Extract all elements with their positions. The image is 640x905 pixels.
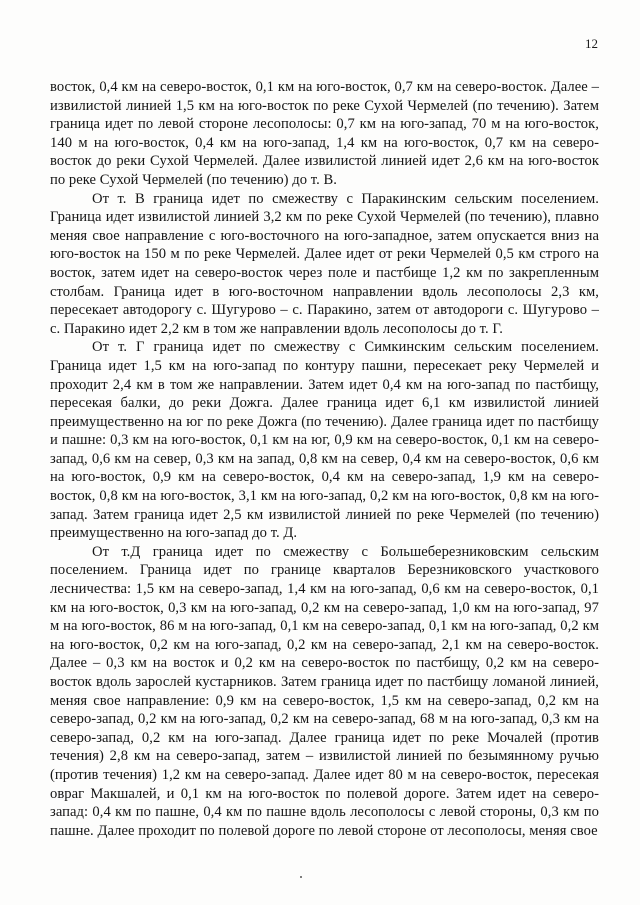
paragraph-continuation: восток, 0,4 км на северо-восток, 0,1 км на юго-восток, 0,7 км на северо-восток. Далее – извилистой линией 1,5 км на юго-восток по реке Сухой Чермелей (по течению). Затем граница идет по левой стороне лесополосы: 0,7 км на юго-запад, 70 м на юго-восток, 140 м на юго-восток, 0,4 км на юго-запад, 1,4 км на юго-восток, 0,7 км на северо-восток до реки Сухой Чермелей. Далее извилистой линией идет 2,6 км на юго-восток по реке Сухой Чермелей (по течению) до т. В. — [50, 79, 599, 188]
paragraph-point-v: От т. В граница идет по смежеству с Паракинским сельским поселением. Граница идет извилистой линией 3,2 км по реке Сухой Чермелей (по течению), плавно меняя свое направление с юго-восточного на юго-западное, затем опускается вниз на юго-восток на 150 м по реке Чермелей. Далее идет от реки Чермелей 0,5 км строго на восток, затем идет на северо-восток через поле и пастбище 1,2 км по закрепленным столбам. Граница идет в юго-восточном направлении вдоль лесополосы 2,3 км, пересекает автодорогу с. Шугурово – с. Паракино, затем от автодороги с. Шугурово – с. Паракино идет 2,2 км в том же направлении вдоль лесополосы до т. Г. — [50, 190, 599, 337]
paragraph-point-g: От т. Г граница идет по смежеству с Симкинским сельским поселением. Граница идет 1,5 км на юго-запад по контуру пашни, пересекает реку Чермелей и проходит 2,4 км в том же направлении. Затем идет 0,4 км на юго-запад по пастбищу, пересекая балки, до реки Дожга. Далее граница идет 6,1 км извилистой линией преимущественно на юг по реке Дожга (по течению). Далее граница идет по пастбищу и пашне: 0,3 км на юго-восток, 0,1 км на юг, 0,9 км на северо-восток, 0,1 км на северо-запад, 0,6 км на север, 0,3 км на запад, 0,8 км на север, 0,4 км на северо-восток, 0,6 км на юго-восток, 0,9 км на северо-восток, 0,4 км на северо-запад, 1,9 км на северо-восток, 0,8 км на юго-восток, 3,1 км на юго-запад, 0,2 км на юго-восток, 0,8 км на юго-запад. Затем граница идет 2,5 км извилистой линией по реке Чермелей (по течению) преимущественно на юго-запад до т. Д. — [50, 339, 599, 542]
page-number: 12 — [585, 36, 598, 51]
scan-speck — [300, 876, 302, 878]
paragraph-point-d: От т.Д граница идет по смежеству с Большеберезниковским сельским поселением. Граница идет по границе кварталов Березниковского участкового лесничества: 1,5 км на северо-запад, 1,4 км на юго-запад, 0,6 км на северо-восток, 0,1 км на юго-восток, 0,3 км на юго-запад, 0,2 км на северо-запад, 1,0 км на юго-запад, 97 м на юго-восток, 86 м на юго-запад, 0,1 км на северо-запад, 0,1 км на юго-запад, 0,2 км на юго-восток, 0,2 км на юго-запад, 0,2 км на северо-запад, 2,1 км на северо-восток. Далее – 0,3 км на восток и 0,2 км на северо-восток по пастбищу, 0,2 км на северо-восток вдоль зарослей кустарников. Затем граница идет по пастбищу ломаной линией, меняя свое направление: 0,9 км на северо-восток, 1,5 км на северо-запад, 0,2 км на северо-запад, 0,2 км на юго-запад, 0,2 км на северо-запад, 68 м на юго-запад, 0,3 км на северо-запад, 0,2 км на юго-запад. Далее граница идет по реке Мочалей (против течения) 2,8 км на северо-запад, затем – извилистой линией по безымянному ручью (против течения) 1,2 км на северо-запад. Далее идет 80 м на северо-восток, пересекая овраг Макшалей, и 0,1 км на юго-восток по полевой дороге. Затем идет на северо-запад: 0,4 км по пашне, 0,4 км по пашне вдоль лесополосы с левой стороны, 0,3 км по пашне. Далее проходит по полевой дороге по левой стороне от лесополосы, меняя свое — [50, 543, 599, 839]
document-body — [50, 78, 599, 840]
